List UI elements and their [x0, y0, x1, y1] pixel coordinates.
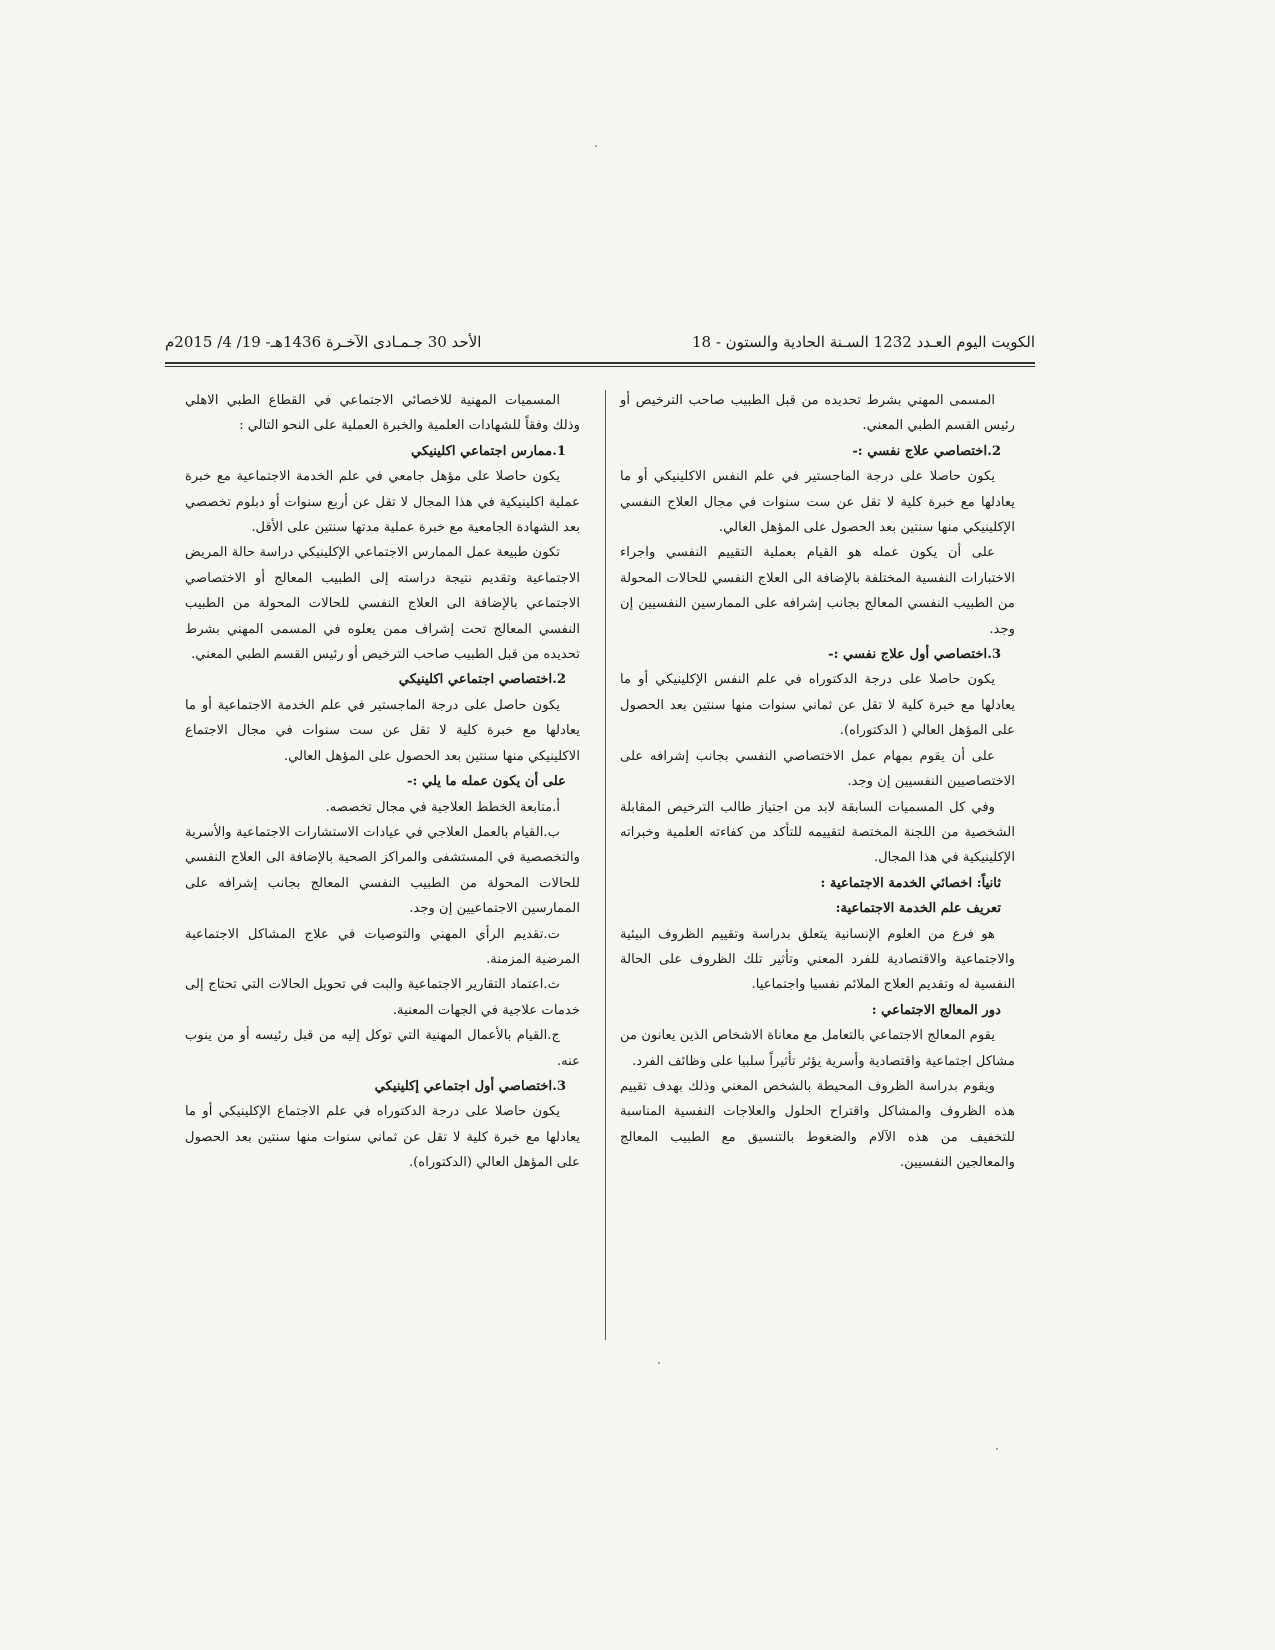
right-column-heading: ثانياً: اخصائي الخدمة الاجتماعية :	[820, 875, 1001, 891]
left-column-paragraph: ج.القيام بالأعمال المهنية التي توكل إليه من قبل رئيسه أو من ينوب عنه.	[185, 1028, 580, 1069]
right-column-paragraph: يقوم المعالج الاجتماعي بالتعامل مع معاناة الاشخاص الذين يعانون من مشاكل اجتماعية واقتصادية وأسرية يؤثر تأثيراً سلبيا على وظائف الفرد.	[620, 1028, 1015, 1069]
left-column-paragraph: أ.متابعة الخطط العلاجية في مجال تخصصه.	[325, 799, 560, 815]
right-column-heading: دور المعالج الاجتماعي :	[871, 1002, 1001, 1018]
header-rule-thin	[165, 366, 1035, 367]
column-divider	[605, 390, 606, 1340]
right-column-heading: 3.اختصاصي أول علاج نفسي :-	[828, 647, 1001, 663]
page-header	[165, 325, 1035, 357]
left-column-heading: 1.ممارس اجتماعي اكلينيكي	[411, 443, 566, 459]
scan-speck	[595, 145, 597, 147]
right-column-paragraph: يكون حاصلا على درجة الدكتوراه في علم النفس الإكلينيكي أو ما يعادلها مع خبرة كلية لا تقل عن ثماني سنوات منها سنتين بعد الحصول على المؤهل العالي ( الدكتوراه).	[620, 672, 1015, 739]
right-column-paragraph: على أن يقوم بمهام عمل الاختصاصي النفسي بجانب إشرافه على الاختصاصيين النفسيين إن وجد.	[620, 748, 1015, 790]
right-column-paragraph: على أن يكون عمله هو القيام بعملية التقييم النفسي واجراء الاختبارات النفسية المختلفة بالإضافة الى العلاج النفسي للحالات المحولة من الطبيب النفسي المعالج بجانب إشرافه على الممارسين النفسيين إن وجد.	[620, 545, 1015, 637]
scan-speck	[658, 1362, 660, 1364]
left-column-paragraph: يكون حاصلا على درجة الدكتوراه في علم الاجتماع الإكلينيكي أو ما يعادلها مع خبرة كلية لا تقل عن ثماني سنوات منها سنتين بعد الحصول على المؤهل العالي (الدكتوراه).	[185, 1104, 580, 1171]
right-column-paragraph: ويقوم بدراسة الظروف المحيطة بالشخص المعني وذلك بهدف تقييم هذه الظروف والمشاكل واقتراح الحلول والعلاجات النفسية المناسبة للتخفيف من هذه الآلام والضغوط بالتنسيق مع الطبيب المعالج والمعالجين النفسيين.	[620, 1078, 1015, 1171]
left-column-paragraph: تكون طبيعة عمل الممارس الاجتماعي الإكلينيكي دراسة حالة المريض الاجتماعية وتقديم نتيجة دراسته إلى الطبيب المعالج أو الاختصاصي الاجتماعي بالإضافة الى العلاج النفسي للحالات المحولة من الطبيب النفسي المعالج تحت إشراف ممن يعلوه في المسمى المهني بشرط تحديده من قبل الطبيب صاحب الترخيص أو رئيس القسم الطبي المعني.	[185, 545, 580, 663]
right-column-paragraph: يكون حاصلا على درجة الماجستير في علم النفس الاكلينيكي أو ما يعادلها مع خبرة كلية لا تقل عن ست سنوات في مجال العلاج النفسي الإكلينيكي منها سنتين بعد الحصول على المؤهل العالي.	[620, 469, 1015, 536]
left-column-heading: على أن يكون عمله ما يلي :-	[407, 774, 566, 790]
scan-speck	[996, 1448, 998, 1450]
left-column-paragraph: المسميات المهنية للاخصائي الاجتماعي في القطاع الطبي الاهلي وذلك وفقاً للشهادات العلمية والخبرة العملية على النحو التالي :	[185, 393, 580, 434]
left-column-paragraph: ث.اعتماد التقارير الاجتماعية والبت في تحويل الحالات التي تحتاج إلى خدمات علاجية في الجهات المعنية.	[185, 977, 580, 1018]
left-column-paragraph: ب.القيام بالعمل العلاجي في عيادات الاستشارات الاجتماعية والأسرية والتخصصية في المستشفى والمراكز الصحية بالإضافة الى العلاج النفسي للحالات المحولة من الطبيب النفسي المعالج بجانب إشرافه على الممارسين الاجتماعيين إن وجد.	[185, 824, 580, 917]
left-column	[185, 388, 580, 1176]
right-column-paragraph: المسمى المهني بشرط تحديده من قبل الطبيب صاحب الترخيص أو رئيس القسم الطبي المعني.	[620, 393, 1015, 434]
left-column-heading: 2.اختصاصي اجتماعي اكلينيكي	[398, 672, 566, 688]
header-issue: الكويت اليوم العـدد 1232 السـنة الحادية والستون - 18	[691, 333, 1035, 351]
left-column-heading: 3.اختصاصي أول اجتماعي إكلينيكي	[374, 1078, 566, 1094]
right-column	[620, 388, 1015, 1176]
left-column-paragraph: ت.تقديم الرأي المهني والتوصيات في علاج المشاكل الاجتماعية المرضية المزمنة.	[185, 926, 580, 967]
left-column-paragraph: يكون حاصل على درجة الماجستير في علم الخدمة الاجتماعية أو ما يعادلها مع خبرة كلية لا تقل عن ست سنوات في مجال الاجتماع الاكلينيكي منها سنتين بعد الحصول على المؤهل العالي.	[185, 697, 580, 764]
right-column-heading: 2.اختصاصي علاج نفسي :-	[852, 443, 1001, 459]
header-date: الأحد 30 جـمـادى الآخـرة 1436هـ- 19/ 4/ 2015م	[165, 333, 482, 351]
right-column-paragraph: وفي كل المسميات السابقة لابد من اجتياز طالب الترخيص المقابلة الشخصية من اللجنة المختصة لتقييمه للتأكد من كفاءته العلمية وخبراته الإكلينيكية في هذا المجال.	[620, 799, 1015, 866]
right-column-paragraph: هو فرع من العلوم الإنسانية يتعلق بدراسة وتقييم الظروف البيئية والاجتماعية والاقتصادية للفرد المعني وتأثير تلك الظروف على الحالة النفسية له وتقديم العلاج الملائم نفسيا واجتماعيا.	[620, 926, 1015, 993]
left-column-paragraph: يكون حاصلا على مؤهل جامعي في علم الخدمة الاجتماعية مع خبرة عملية اكلينيكية في هذا المجال لا تقل عن أربع سنوات أو دبلوم تخصصي بعد الشهادة الجامعية مع خبرة عملية مدتها سنتين على الأقل.	[185, 469, 580, 536]
header-rule	[165, 362, 1035, 364]
right-column-heading: تعريف علم الخدمة الاجتماعية:	[835, 901, 1001, 917]
